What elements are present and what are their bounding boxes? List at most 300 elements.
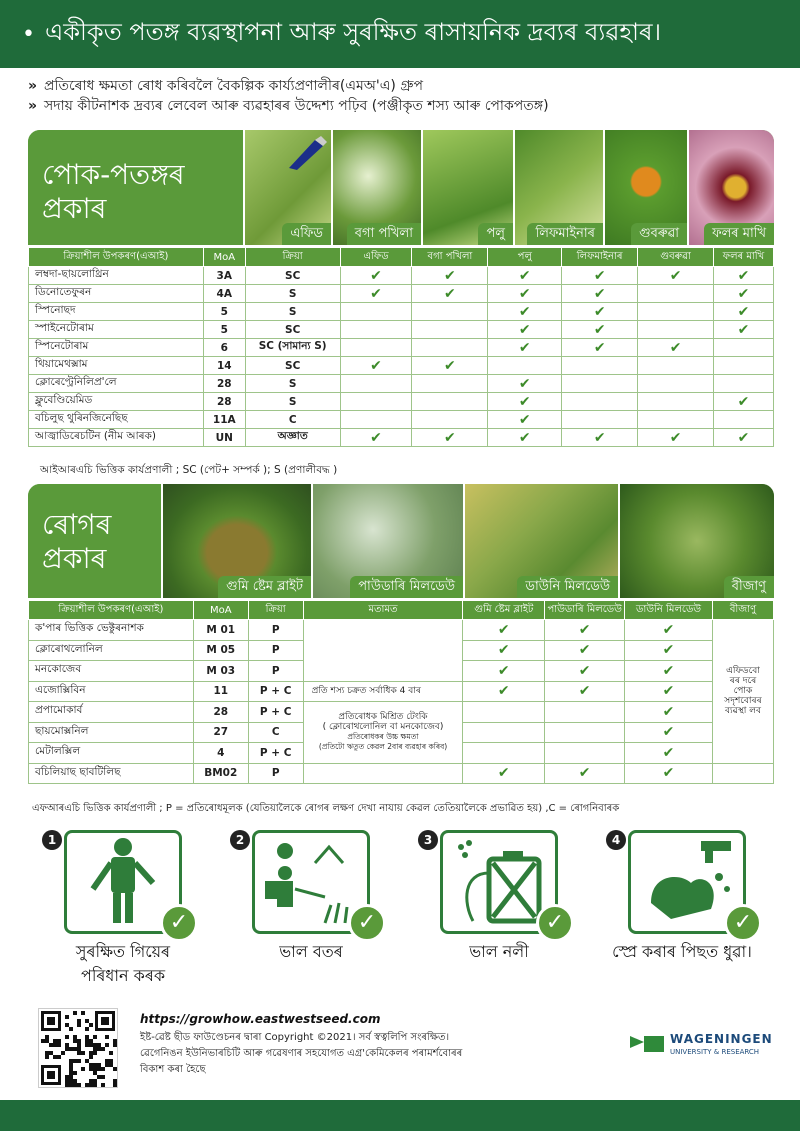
- action-cell: SC: [245, 357, 340, 375]
- pest-title-line-1: পোক-পতঙ্গৰ: [42, 158, 185, 191]
- action-cell: P: [248, 661, 303, 682]
- moa-cell: 28: [193, 702, 248, 723]
- virus-note-line: পোক: [733, 686, 753, 697]
- target-cell: [714, 321, 774, 339]
- tick-icon: ✔: [518, 321, 531, 338]
- target-cell: [714, 267, 774, 285]
- target-cell: [463, 722, 545, 743]
- column-header: মতামত: [303, 601, 463, 620]
- moa-cell: 5: [203, 303, 245, 321]
- logo-name: WAGENINGEN: [670, 1032, 773, 1046]
- tick-icon: ✔: [518, 285, 531, 302]
- disease-banner: [28, 484, 774, 598]
- action-cell: P: [248, 620, 303, 641]
- tick-icon: ✔: [662, 683, 675, 700]
- target-cell: [638, 303, 714, 321]
- active-ingredient: স্পিনেটোৰাম: [29, 339, 204, 357]
- credit-text-2: বিকাশ কৰা হৈছে: [140, 1064, 206, 1075]
- active-ingredient: ডিনোতেফুৰন: [29, 285, 204, 303]
- photo-caption: পলু: [478, 223, 513, 245]
- active-ingredient: মনকোজেব: [29, 661, 194, 682]
- target-cell: [714, 357, 774, 375]
- downy-mildew-photo: [463, 484, 618, 598]
- action-cell: S: [245, 285, 340, 303]
- moa-cell: 3A: [203, 267, 245, 285]
- tick-icon: ✔: [497, 662, 510, 679]
- target-cell: [463, 702, 545, 723]
- comment-line: প্ৰতিৰোধক মিশ্ৰিত টেংকি: [338, 712, 428, 723]
- target-cell: [488, 267, 562, 285]
- comment-cell: [303, 702, 463, 764]
- target-cell: [562, 339, 638, 357]
- step-label-line-2: পৰিধান কৰক: [80, 966, 166, 985]
- pest-banner: [28, 130, 774, 245]
- tick-icon: ✔: [578, 662, 591, 679]
- table-row: [29, 267, 774, 285]
- tick-icon: ✔: [497, 683, 510, 700]
- aphid-photo: [243, 130, 331, 245]
- target-cell: [714, 429, 774, 447]
- powdery-mildew-photo: [311, 484, 463, 598]
- action-cell: P + C: [248, 743, 303, 764]
- photo-caption: বীজাণু: [724, 576, 774, 598]
- table-row: [29, 339, 774, 357]
- target-cell: [488, 339, 562, 357]
- target-cell: [562, 411, 638, 429]
- tick-icon: ✔: [593, 285, 606, 302]
- target-cell: [340, 429, 412, 447]
- table-row: [29, 620, 774, 641]
- target-cell: [562, 375, 638, 393]
- title-bar: [0, 0, 800, 68]
- tick-icon: ✔: [662, 724, 675, 741]
- moa-cell: 11A: [203, 411, 245, 429]
- virus-note-line: এফিডবো: [726, 666, 760, 677]
- action-cell: SC: [245, 267, 340, 285]
- target-cell: [545, 681, 625, 702]
- target-cell: [340, 321, 412, 339]
- credit-text-1: ৱেগেনিঙন ইউনিভাৰচিটি আৰু গৱেষণাৰ সহযোগত এগ্ৰ'কেমিকেলৰ পৰামৰ্শবোৰৰ: [140, 1048, 463, 1059]
- chevron-icon: »: [28, 78, 38, 94]
- active-ingredient: ফ্লুবেণ্ডিয়েমিড: [29, 393, 204, 411]
- target-cell: [625, 722, 713, 743]
- tick-icon: ✔: [737, 393, 750, 410]
- target-cell: [638, 267, 714, 285]
- target-cell: [340, 375, 412, 393]
- moa-cell: 4: [193, 743, 248, 764]
- action-cell: SC (সামান্য S): [245, 339, 340, 357]
- pest-table-note: আইআৰএচি ভিত্তিক কাৰ্যপ্ৰণালী ; SC (পেট+ সম্পৰ্ক ); S (প্ৰণালীবদ্ধ ): [40, 464, 338, 476]
- tick-icon: ✔: [497, 621, 510, 638]
- target-cell: [545, 763, 625, 784]
- virus-photo: [618, 484, 774, 598]
- target-cell: [412, 429, 488, 447]
- column-header: MoA: [203, 248, 245, 267]
- pest-table: [28, 247, 774, 447]
- column-header: MoA: [193, 601, 248, 620]
- photo-caption: এফিড: [282, 223, 331, 245]
- tick-icon: ✔: [662, 621, 675, 638]
- active-ingredient: আজ্বাডিৰেচটিন (নীম আৰক): [29, 429, 204, 447]
- tick-icon: ✔: [669, 267, 682, 284]
- column-header: বগা পখিলা: [412, 248, 488, 267]
- target-cell: [625, 681, 713, 702]
- tick-icon: ✔: [662, 642, 675, 659]
- target-cell: [488, 429, 562, 447]
- intro-line-1: প্ৰতিৰোধ ক্ষমতা ৰোধ কৰিবলৈ বৈকল্পিক কাৰ্য্যপ্ৰণালীৰ(এমঅ'এ) গ্ৰুপ: [44, 78, 424, 94]
- tick-icon: ✔: [593, 429, 606, 446]
- moa-cell: 5: [203, 321, 245, 339]
- tick-icon: ✔: [578, 621, 591, 638]
- target-cell: [638, 393, 714, 411]
- column-header: পলু: [488, 248, 562, 267]
- target-cell: [412, 393, 488, 411]
- tick-icon: ✔: [370, 357, 382, 374]
- target-cell: [562, 285, 638, 303]
- target-cell: [625, 763, 713, 784]
- target-cell: [412, 285, 488, 303]
- logo-subtitle: UNIVERSITY & RESEARCH: [670, 1048, 760, 1056]
- target-cell: [638, 357, 714, 375]
- active-ingredient: ক'পাৰ ভিত্তিক ভেক্টুৰনাশক: [29, 620, 194, 641]
- moa-cell: BM02: [193, 763, 248, 784]
- target-cell: [412, 357, 488, 375]
- comment-cell: প্ৰতি শস্য চক্ৰত সৰ্বাধিক 4 বাৰ: [303, 681, 463, 702]
- pen-icon: [285, 134, 329, 170]
- tick-icon: ✔: [578, 642, 591, 659]
- check-icon: ✓: [724, 904, 762, 942]
- moa-cell: 4A: [203, 285, 245, 303]
- target-cell: [545, 620, 625, 641]
- step-label: ভাল নলী: [469, 942, 529, 961]
- check-icon: ✓: [536, 904, 574, 942]
- tick-icon: ✔: [662, 703, 675, 720]
- comment-line: ( ক্লোৰোথলোনিল বা মনকোজেব): [322, 722, 444, 733]
- target-cell: [463, 743, 545, 764]
- active-ingredient: লম্বদা-ছায়লোথ্ৰিন: [29, 267, 204, 285]
- step-2: [216, 828, 396, 988]
- tick-icon: ✔: [518, 411, 531, 428]
- target-cell: [488, 285, 562, 303]
- column-header: এফিড: [340, 248, 412, 267]
- moa-cell: M 03: [193, 661, 248, 682]
- whitefly-photo: [331, 130, 421, 245]
- tick-icon: ✔: [518, 339, 531, 356]
- target-cell: [562, 393, 638, 411]
- active-ingredient: ক্লোৰোথলোনিল: [29, 640, 194, 661]
- target-cell: [488, 375, 562, 393]
- tick-icon: ✔: [518, 429, 531, 446]
- target-cell: [638, 429, 714, 447]
- active-ingredient: মেটালক্সিল: [29, 743, 194, 764]
- action-cell: S: [245, 303, 340, 321]
- target-cell: [412, 411, 488, 429]
- caterpillar-photo: [421, 130, 513, 245]
- wageningen-logo: [630, 1030, 773, 1060]
- fruitfly-photo: [687, 130, 774, 245]
- target-cell: [340, 357, 412, 375]
- target-cell: [714, 285, 774, 303]
- tick-icon: ✔: [444, 267, 456, 284]
- active-ingredient: প্ৰপামোকাৰ্ব: [29, 702, 194, 723]
- target-cell: [638, 339, 714, 357]
- active-ingredient: বচিলিয়াছ ছাবটিলিছ: [29, 763, 194, 784]
- target-cell: [545, 722, 625, 743]
- target-cell: [340, 303, 412, 321]
- active-ingredient: স্পিনোছদ: [29, 303, 204, 321]
- target-cell: [562, 267, 638, 285]
- tick-icon: ✔: [737, 285, 750, 302]
- tick-icon: ✔: [737, 303, 750, 320]
- target-cell: [712, 763, 773, 784]
- target-cell: [562, 321, 638, 339]
- moa-cell: 28: [203, 393, 245, 411]
- target-cell: [463, 640, 545, 661]
- target-cell: [714, 339, 774, 357]
- table-row: [29, 411, 774, 429]
- active-ingredient: এজোক্সিবিন: [29, 681, 194, 702]
- tick-icon: ✔: [737, 267, 750, 284]
- active-ingredient: থিয়ামেথক্সাম: [29, 357, 204, 375]
- step-4: [592, 828, 772, 988]
- action-cell: SC: [245, 321, 340, 339]
- bullet-icon: •: [22, 21, 35, 47]
- tick-icon: ✔: [497, 765, 510, 782]
- safety-steps: [28, 828, 774, 988]
- photo-caption: লিফমাইনাৰ: [527, 223, 603, 245]
- column-header: ক্ৰিয়াশীল উপকৰণ(এআই): [29, 248, 204, 267]
- pest-title-line-2: প্ৰকাৰ: [42, 192, 107, 225]
- intro: [28, 76, 788, 116]
- disease-title-line-2: প্ৰকাৰ: [42, 542, 107, 575]
- moa-cell: 28: [203, 375, 245, 393]
- target-cell: [463, 763, 545, 784]
- tick-icon: ✔: [370, 429, 382, 446]
- action-cell: P: [248, 763, 303, 784]
- tick-icon: ✔: [593, 321, 606, 338]
- target-cell: [625, 640, 713, 661]
- virus-note-line: ব্যৱস্থা লব: [724, 706, 761, 717]
- target-cell: [488, 393, 562, 411]
- target-cell: [463, 661, 545, 682]
- chevron-icon: »: [28, 98, 38, 114]
- comment-cell: [303, 620, 463, 682]
- target-cell: [488, 411, 562, 429]
- active-ingredient: বচিলুছ থুৰিনজিনেছিছ: [29, 411, 204, 429]
- tick-icon: ✔: [518, 303, 531, 320]
- target-cell: [412, 321, 488, 339]
- target-cell: [340, 393, 412, 411]
- moa-cell: UN: [203, 429, 245, 447]
- page-title: একীকৃত পতঙ্গ ব্যৱস্থাপনা আৰু সুৰক্ষিত ৰাসায়নিক দ্ৰব্যৰ ব্যৱহাৰ।: [44, 18, 662, 46]
- target-cell: [625, 620, 713, 641]
- action-cell: P + C: [248, 702, 303, 723]
- target-cell: [463, 681, 545, 702]
- target-cell: [340, 285, 412, 303]
- tick-icon: ✔: [737, 429, 750, 446]
- tick-icon: ✔: [444, 357, 456, 374]
- target-cell: [714, 411, 774, 429]
- column-header: পাউডাৰি মিলডেউ: [545, 601, 625, 620]
- step-label-line-1: সুৰক্ষিত গিয়েৰ: [75, 942, 171, 961]
- table-row: [29, 321, 774, 339]
- tick-icon: ✔: [737, 321, 750, 338]
- table-row: [29, 357, 774, 375]
- disease-section-title: [28, 484, 163, 598]
- target-cell: [340, 411, 412, 429]
- active-ingredient: ক্লোৰেণ্ট্ৰেনিলিপ্ৰ'লে: [29, 375, 204, 393]
- tick-icon: ✔: [578, 683, 591, 700]
- tick-icon: ✔: [669, 429, 682, 446]
- target-cell: [545, 661, 625, 682]
- moa-cell: M 01: [193, 620, 248, 641]
- tick-icon: ✔: [669, 339, 682, 356]
- target-cell: [488, 303, 562, 321]
- tick-icon: ✔: [518, 267, 531, 284]
- virus-note-line: সদৃশবোৰৰ: [724, 696, 762, 707]
- leafminer-photo: [513, 130, 603, 245]
- active-ingredient: ছায়মোক্সনিল: [29, 722, 194, 743]
- comment-line: প্ৰতিৰোধকৰ উচ্চ ক্ষমতা: [347, 732, 419, 742]
- wageningen-logo-icon: [630, 1032, 664, 1056]
- target-cell: [412, 339, 488, 357]
- target-cell: [638, 411, 714, 429]
- target-cell: [625, 702, 713, 723]
- photo-caption: পাউডাৰি মিলডেউ: [350, 576, 463, 598]
- tick-icon: ✔: [593, 267, 606, 284]
- active-ingredient: স্পাইনেটোৰাম: [29, 321, 204, 339]
- bottom-bar: [0, 1100, 800, 1131]
- action-cell: C: [248, 722, 303, 743]
- disease-title-line-1: ৰোগৰ: [42, 508, 112, 541]
- table-row: [29, 702, 774, 723]
- target-cell: [714, 303, 774, 321]
- target-cell: [412, 267, 488, 285]
- target-cell: [638, 285, 714, 303]
- target-cell: [714, 375, 774, 393]
- target-cell: [625, 743, 713, 764]
- tick-icon: ✔: [370, 267, 382, 284]
- table-row: [29, 763, 774, 784]
- tick-icon: ✔: [662, 662, 675, 679]
- target-cell: [638, 375, 714, 393]
- table-row: [29, 681, 774, 702]
- comment-line: (প্ৰতিটো ঋতুত কেৱল 2বাৰ ব্যৱহাৰ কৰিব): [318, 742, 448, 752]
- action-cell: P + C: [248, 681, 303, 702]
- moa-cell: M 05: [193, 640, 248, 661]
- column-header: গুবৰুৱা: [638, 248, 714, 267]
- gummy-stem-blight-photo: [161, 484, 311, 598]
- table-row: [29, 285, 774, 303]
- step-number: 3: [418, 830, 438, 850]
- moa-cell: 14: [203, 357, 245, 375]
- tick-icon: ✔: [497, 642, 510, 659]
- target-cell: [545, 743, 625, 764]
- table-row: [29, 393, 774, 411]
- step-number: 4: [606, 830, 626, 850]
- action-cell: S: [245, 393, 340, 411]
- step-label: ভাল বতৰ: [279, 942, 343, 961]
- column-header: ফলৰ মাখি: [714, 248, 774, 267]
- action-cell: C: [245, 411, 340, 429]
- tick-icon: ✔: [662, 744, 675, 761]
- tick-icon: ✔: [593, 339, 606, 356]
- action-cell: P: [248, 640, 303, 661]
- pest-section-title: [28, 130, 243, 245]
- action-cell: S: [245, 375, 340, 393]
- tick-icon: ✔: [578, 765, 591, 782]
- tick-icon: ✔: [444, 285, 456, 302]
- target-cell: [545, 702, 625, 723]
- tick-icon: ✔: [370, 285, 382, 302]
- moa-cell: 27: [193, 722, 248, 743]
- column-header: গুমি ষ্টেম ব্লাইট: [463, 601, 545, 620]
- comment-cell: [303, 763, 463, 784]
- tick-icon: ✔: [518, 375, 531, 392]
- photo-caption: ডাউনি মিলডেউ: [517, 576, 618, 598]
- footer: [0, 1000, 800, 1100]
- step-label: [28, 940, 218, 988]
- photo-caption: গুবৰুৱা: [631, 223, 687, 245]
- copyright-text: ইষ্ট-ৱেষ্ট ছীড ফাউণ্ডেচনৰ দ্বাৰা Copyright ©2021। সৰ্ব স্বত্বলিপি সংৰক্ষিত।: [140, 1032, 450, 1043]
- step-3: [404, 828, 584, 988]
- virus-note-line: ৰৰ দৰে: [729, 676, 757, 687]
- target-cell: [562, 303, 638, 321]
- target-cell: [463, 620, 545, 641]
- target-cell: [625, 661, 713, 682]
- qr-code-icon[interactable]: [38, 1008, 118, 1088]
- column-header: ক্ৰিয়া: [248, 601, 303, 620]
- step-number: 1: [42, 830, 62, 850]
- moa-cell: 6: [203, 339, 245, 357]
- step-number: 2: [230, 830, 250, 850]
- check-icon: ✓: [160, 904, 198, 942]
- target-cell: [340, 267, 412, 285]
- tick-icon: ✔: [518, 393, 531, 410]
- table-row: [29, 375, 774, 393]
- target-cell: [488, 321, 562, 339]
- table-row: [29, 303, 774, 321]
- photo-caption: ফলৰ মাখি: [704, 223, 774, 245]
- target-cell: [488, 357, 562, 375]
- column-header: লিফমাইনাৰ: [562, 248, 638, 267]
- moa-cell: 11: [193, 681, 248, 702]
- disease-table-note: এফআৰএচি ভিত্তিক কাৰ্যপ্ৰণালী ; P = প্ৰতিৰোধমূলক (যেতিয়ালৈকে ৰোগৰ লক্ষণ দেখা নাযায় কেৱল তেতিয়ালৈকে প্ৰভাৱিত হয়) ,C = ৰোগনিবাৰক: [32, 803, 620, 814]
- check-icon: ✓: [348, 904, 386, 942]
- photo-caption: বগা পখিলা: [347, 223, 421, 245]
- tick-icon: ✔: [662, 765, 675, 782]
- column-header: ক্ৰিয়াশীল উপকৰণ(এআই): [29, 601, 194, 620]
- step-label: স্প্ৰে কৰাৰ পিছত ধুৱা।: [612, 942, 752, 961]
- beetle-photo: [603, 130, 687, 245]
- table-row: [29, 429, 774, 447]
- target-cell: [562, 429, 638, 447]
- target-cell: [638, 321, 714, 339]
- website-link[interactable]: https://growhow.eastwestseed.com: [140, 1012, 381, 1026]
- virus-note-cell: [712, 620, 773, 764]
- target-cell: [412, 303, 488, 321]
- target-cell: [545, 640, 625, 661]
- step-1: [28, 828, 208, 988]
- target-cell: [562, 357, 638, 375]
- target-cell: [412, 375, 488, 393]
- target-cell: [714, 393, 774, 411]
- action-cell: অজ্ঞাত: [245, 429, 340, 447]
- column-header: ক্ৰিয়া: [245, 248, 340, 267]
- column-header: বীজাণু: [712, 601, 773, 620]
- tick-icon: ✔: [444, 429, 456, 446]
- disease-table: [28, 600, 774, 784]
